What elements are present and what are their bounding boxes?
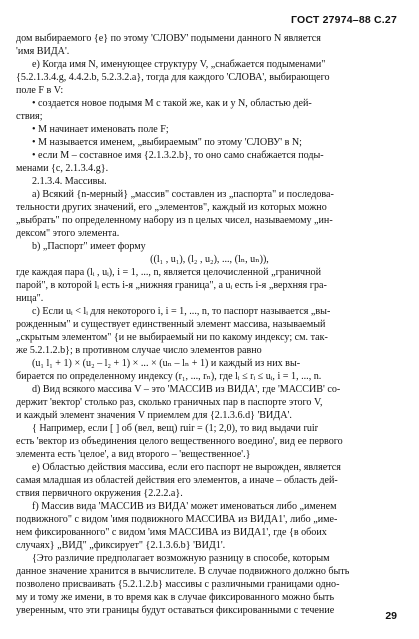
text-line: позволено присваивать {5.2.1.2.b} массивы с различными границами одно- <box>16 579 340 590</box>
text-line: бирается по определенному индексу (r₁, ..., rₙ), где lᵢ ≤ rᵢ ≤ uᵢ, i = 1, ..., n. <box>16 371 322 382</box>
text-line: рожденным" и существует единственный элемент массива, называемый <box>16 319 326 330</box>
formula-line: ((l₁ , u₁), (l₂ , u₂), ..., (lₙ, uₙ)), <box>150 254 269 265</box>
text-line: дом выбираемого {e} по этому 'СЛОВУ' подымени данного N является <box>16 33 321 44</box>
text-line: менами {с, 2.1.3.4.g}. <box>16 163 109 174</box>
text-line: держит 'вектор' столько раз, сколько граничных пар в паспорте этого V, <box>16 397 323 408</box>
page-header: ГОСТ 27974–88 С.27 <box>290 14 397 26</box>
body-text <box>16 32 403 617</box>
text-line: „скрытым элементом" {и не выбираемый ни по какому индексу; см. так- <box>16 332 328 343</box>
bullet-line: • М называется именем, „выбираемым" по этому 'СЛОВУ' в N; <box>32 137 302 148</box>
text-line: дексом" этого элемента. <box>16 228 120 239</box>
text-line: уверенным, что эти границы будут оставаться фиксированными с течение <box>16 605 335 616</box>
text-line: { Например, если [ ] об (вел, вещ) ruir = (1; 2,0), то вид выдачи ruir <box>32 423 319 434</box>
formula-line: (u₁ l₁ + 1) × (u₂ – l₂ + 1) × ... × (uₙ – lₙ + 1) и каждый из них вы- <box>32 358 301 369</box>
text-line: b) „Паспорт" имеет форму <box>32 241 146 252</box>
text-line: нем фиксированного" с видом 'имя МАССИВА из ВИДА1', где {в обоих <box>16 527 327 538</box>
text-line: му и тому же имени, в то время как в случае фиксированного можно быть <box>16 592 335 603</box>
text-line: {5.2.1.3.4.g, 4.4.2.b, 5.2.3.2.a}, тогда для каждого 'СЛОВА', выбирающего <box>16 72 330 83</box>
text-line: где каждая пара (lᵢ , uᵢ), i = 1, ..., n, является целочисленной „граничной <box>16 267 321 278</box>
bullet-line: • М начинает именовать поле F; <box>32 124 169 135</box>
text-line: е) Когда имя N, именующее структуру V, „снабжается подыменами" <box>32 59 326 70</box>
text-line: поле F в V: <box>16 85 64 96</box>
section-heading: 2.1.3.4. Массивы. <box>32 176 107 187</box>
text-line: {Это различие предполагает возможную разницу в способе, которым <box>32 553 330 564</box>
bullet-line: • создается новое подымя М с такой же, как и у N, областью дей- <box>32 98 312 109</box>
text-line: и каждый элемент значения V приемлем для {2.1.3.6.d} 'ВИДА'. <box>16 410 292 421</box>
text-line: случаях} „ВИД" „фиксирует" {2.1.3.6.b} 'ВИД1'. <box>16 540 226 551</box>
text-line: элемента есть 'целое', а вид второго – 'вещественное'.} <box>16 449 251 460</box>
text-line: d) Вид всякого массива V – это 'МАССИВ из ВИДА', где 'МАССИВ' со- <box>32 384 341 395</box>
bullet-line: • если М – составное имя {2.1.3.2.b}, то оно само снабжается поды- <box>32 150 324 161</box>
text-line: ствия первичного окружения {2.2.2.a}. <box>16 488 183 499</box>
text-line: „выбрать" по определенному набору из n целых чисел, называемому „ин- <box>16 215 333 226</box>
text-line: подвижного" с видом 'имя подвижного МАССИВА из ВИДА1', либо „име- <box>16 514 338 525</box>
text-line: данное значение хранится в вычислителе. В случае подвижного должно быть <box>16 566 350 577</box>
text-line: же 5.2.1.2.b}; в противном случае число элементов равно <box>16 345 262 356</box>
text-line: а) Всякий {n-мерный} „массив" составлен из „паспорта" и последова- <box>32 189 334 200</box>
text-line: с) Если uᵢ < lᵢ для некоторого i, i = 1, ..., n, то паспорт называется „вы- <box>32 306 331 317</box>
text-line: самая младшая из областей действия его элементов, а иначе – область дей- <box>16 475 338 486</box>
text-line: парой", в которой lᵢ есть i-я „нижняя граница", а uᵢ есть i-я „верхняя гра- <box>16 280 327 291</box>
text-line: 'имя ВИДА'. <box>16 46 70 57</box>
text-line: ница". <box>16 293 44 304</box>
text-line: е) Областью действия массива, если его паспорт не вырожден, является <box>32 462 341 473</box>
text-line: тельности других значений, его „элементов", каждый из которых можно <box>16 202 327 213</box>
text-line: f) Массив вида 'МАССИВ из ВИДА' может именоваться либо „именем <box>32 501 337 512</box>
page-number: 29 <box>385 610 397 622</box>
text-line: есть 'вектор из объединения целого вещественного воедино', вид ее первого <box>16 436 343 447</box>
text-line: ствия; <box>16 111 43 122</box>
